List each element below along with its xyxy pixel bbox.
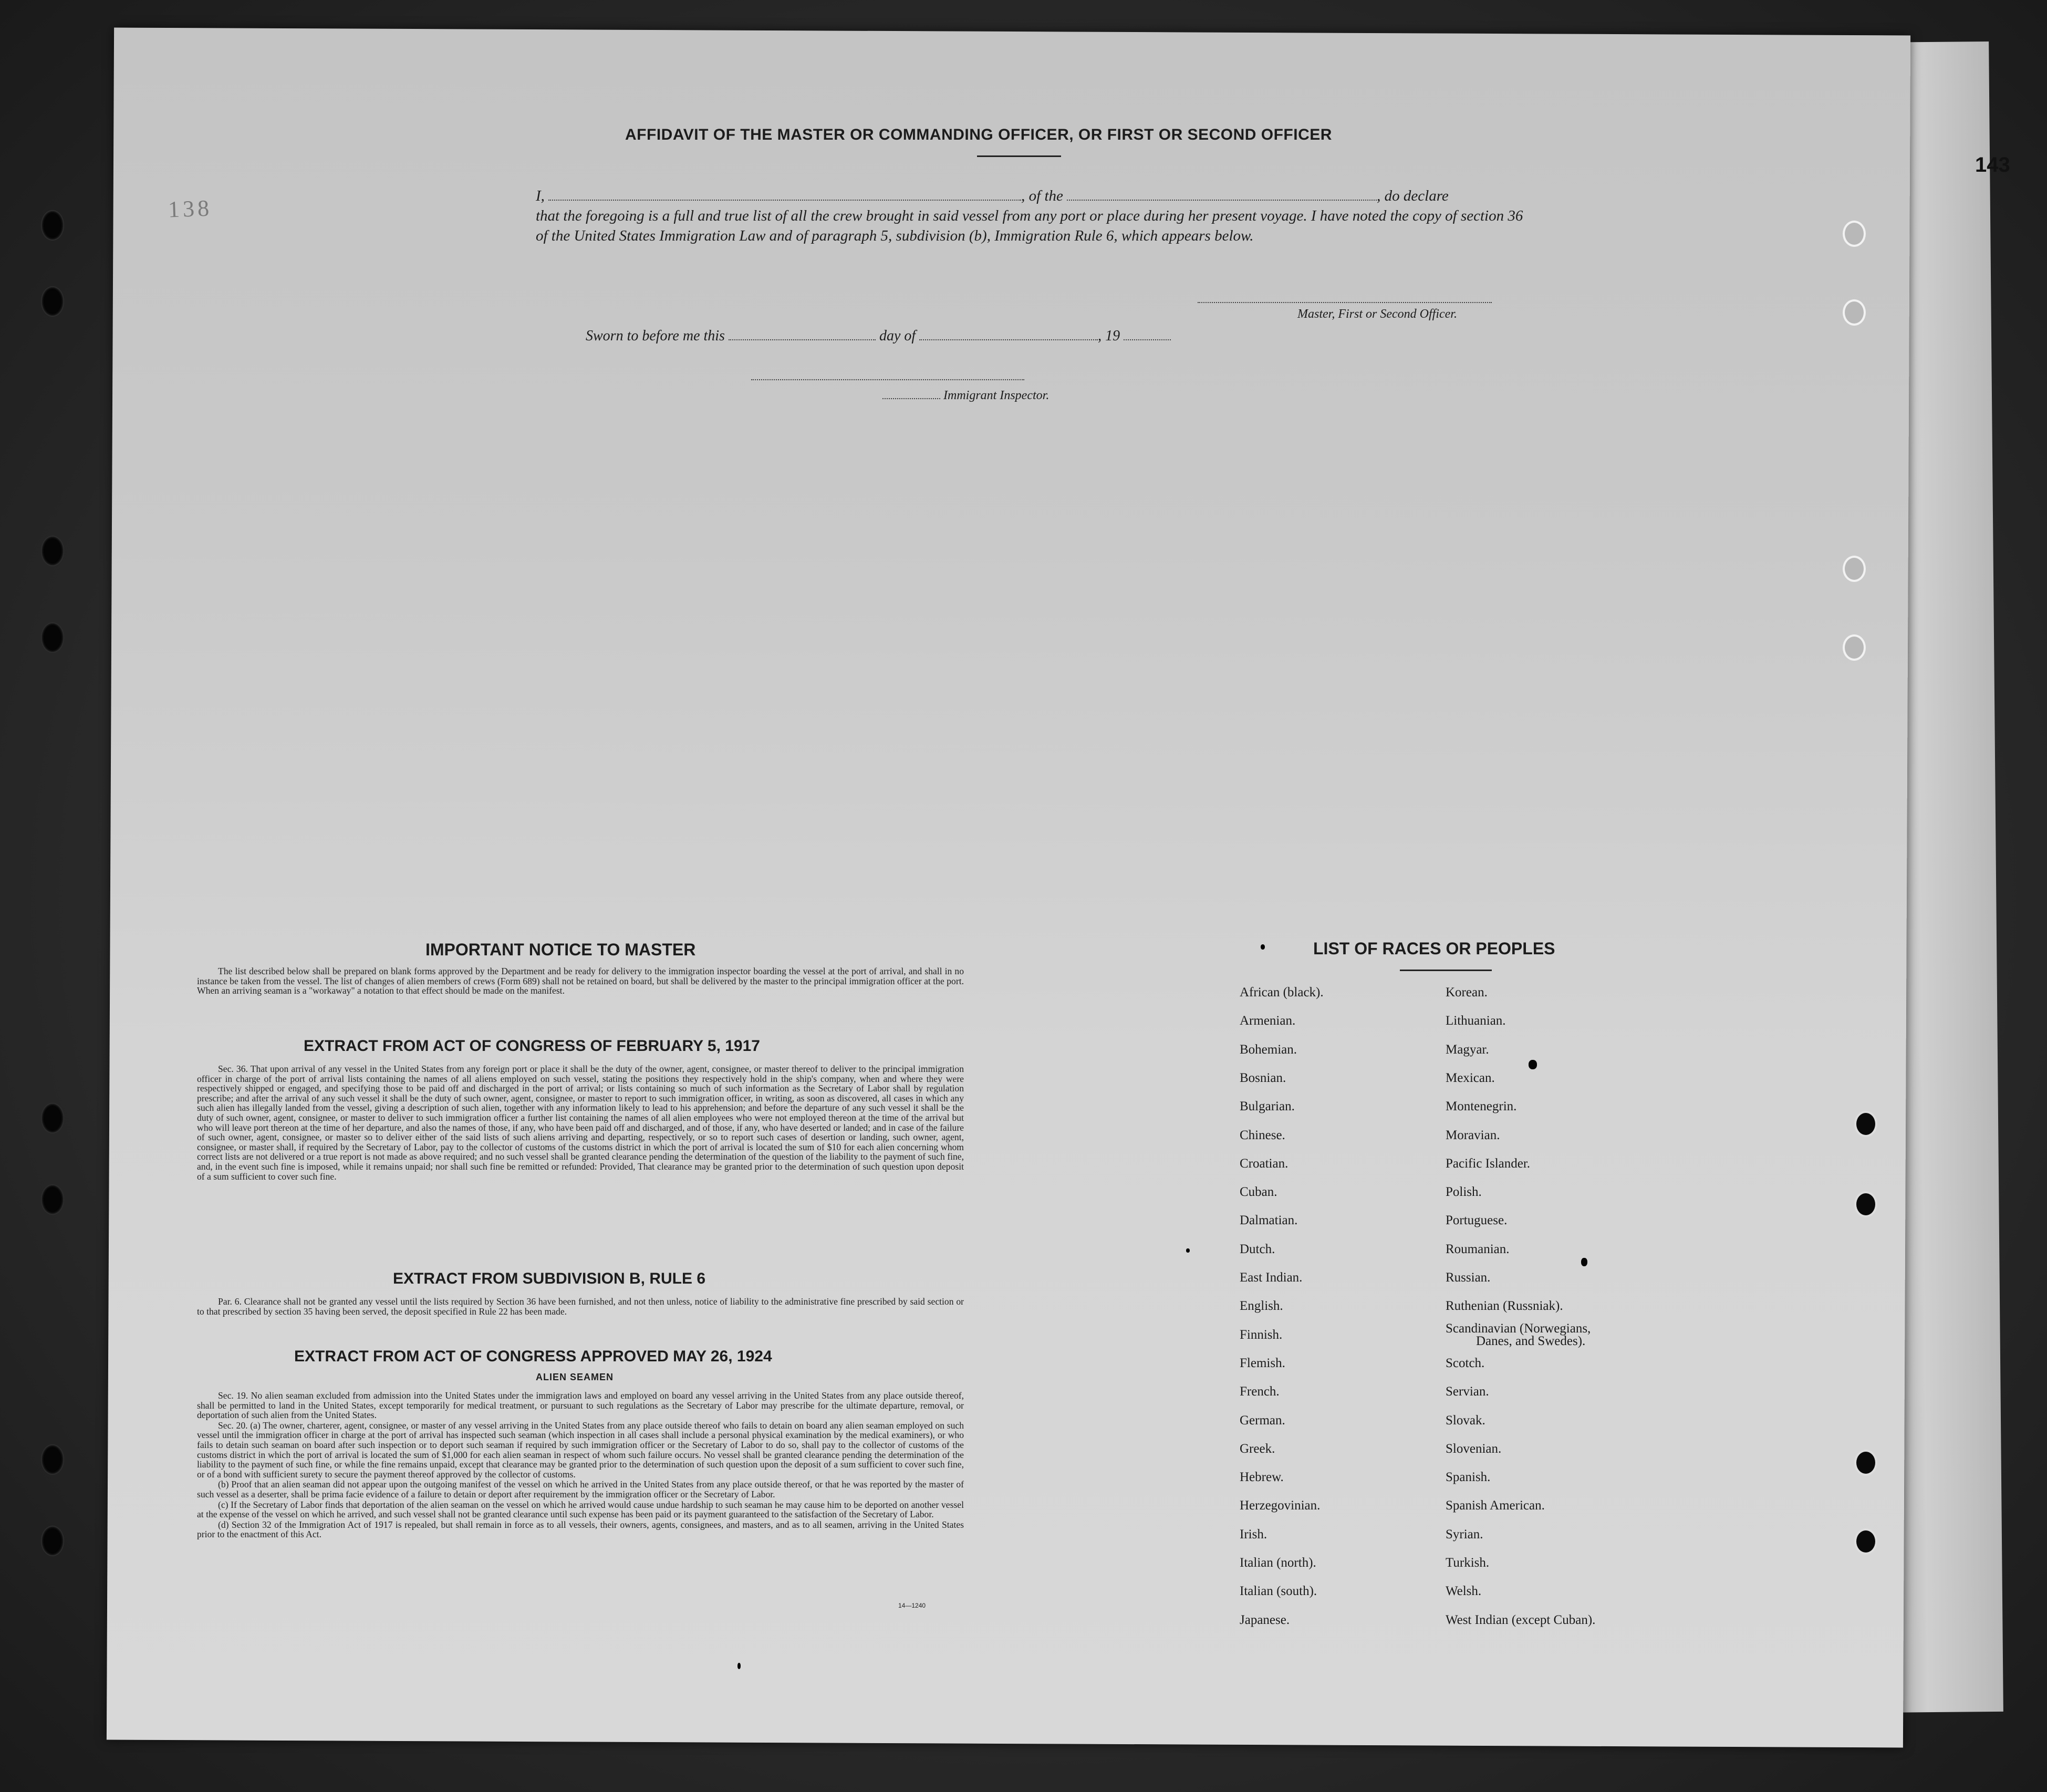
race-item: Hebrew.: [1240, 1470, 1284, 1485]
binder-hole: [41, 1444, 64, 1475]
race-item: Armenian.: [1240, 1014, 1296, 1028]
binder-hole: [41, 536, 64, 566]
race-item: Pacific Islander.: [1446, 1156, 1531, 1171]
race-item: Turkish.: [1446, 1556, 1490, 1570]
race-item: Scotch.: [1446, 1356, 1485, 1370]
race-item-continuation: Danes, and Swedes).: [1476, 1333, 1586, 1348]
race-item: Lithuanian.: [1446, 1014, 1506, 1028]
sec19-paragraph: Sec. 19. No alien seaman excluded from admission into the United States under the immigration laws and employed on board any vessel arriving in the United States from any place outside thereof, shall be permitted to land in the United States, except temporarily for medical treatment, or pursuant to such regulations as the Secretary of Labor may prescribe for the ultimate departure, removal, or deportation of such alien from the United States.: [197, 1390, 964, 1421]
race-item: Russian.: [1446, 1270, 1491, 1285]
race-item: English.: [1240, 1299, 1283, 1314]
year-field[interactable]: [1124, 337, 1171, 340]
race-item: Montenegrin.: [1446, 1099, 1517, 1114]
extract-rule6-paragraph: Par. 6. Clearance shall not be granted any vessel until the lists required by Section 36 have been furnished, and not then unless, notice of liability to the administrative fine prescribed by said section or to that prescribed by section 35 having been served, the deposit specified in Rule 22 has been made.: [197, 1296, 964, 1317]
declaration-block: [536, 186, 1523, 246]
race-item: Italian (south).: [1240, 1584, 1317, 1599]
ink-spot: [1186, 1248, 1190, 1253]
race-item: Bohemian.: [1240, 1042, 1297, 1057]
race-item: French.: [1240, 1384, 1280, 1399]
name-field[interactable]: [548, 197, 1021, 201]
race-item: Korean.: [1446, 985, 1488, 999]
affidavit-title: AFFIDAVIT OF THE MASTER OR COMMANDING OFFICER, OR FIRST OR SECOND OFFICER: [625, 126, 1332, 143]
ink-spot: [1529, 1060, 1537, 1069]
title-rule: [977, 155, 1061, 157]
sec20c-paragraph: (c) If the Secretary of Labor finds that deportation of the alien seaman on the vessel on which he arrived would cause undue hardship to such seaman he may cause him to be deported on another vessel at the expense of the vessel on which he arrived, and such vessel shall not be granted clearance until such expense has been paid or its payment guaranteed to the satisfaction of the Secretary of Labor.: [197, 1499, 964, 1520]
signature-line[interactable]: [1198, 302, 1492, 303]
race-item: Irish.: [1240, 1527, 1267, 1541]
race-item: Spanish American.: [1446, 1498, 1545, 1513]
declaration-first-line: [536, 186, 1523, 206]
race-item: Ruthenian (Russniak).: [1446, 1299, 1563, 1314]
race-item: Portuguese.: [1446, 1213, 1508, 1228]
race-item: Welsh.: [1446, 1584, 1482, 1599]
race-item: Flemish.: [1240, 1356, 1285, 1370]
declaration-do-declare: , do declare: [1377, 187, 1449, 204]
binder-hole: [41, 286, 64, 317]
extract-1917-title: EXTRACT FROM ACT OF CONGRESS OF FEBRUARY 5, 1917: [304, 1037, 760, 1055]
ink-spot: [1261, 944, 1265, 950]
year-prefix: , 19: [1098, 328, 1120, 344]
binder-hole: [1854, 1450, 1877, 1476]
race-item: Moravian.: [1446, 1128, 1500, 1142]
race-item: Slovak.: [1446, 1413, 1485, 1428]
binder-hole: [1854, 1191, 1877, 1217]
race-item: Servian.: [1446, 1384, 1489, 1399]
race-item: Croatian.: [1240, 1156, 1289, 1171]
margin-mark: 138: [168, 195, 213, 223]
race-item: Italian (north).: [1240, 1556, 1316, 1570]
binder-hole: [41, 210, 64, 241]
race-item: Greek.: [1240, 1441, 1275, 1456]
declaration-text: that the foregoing is a full and true list of all the crew brought in said vessel from any port or place during her present voyage. I have noted the copy of section 36 of the United States Immigration Law and of paragraph 5, subdivision (b), Immigration Rule 6, which appears below.: [536, 207, 1523, 244]
extract-rule6-text: [197, 1297, 964, 1317]
declaration-i: I,: [536, 187, 545, 204]
binder-hole: [1843, 634, 1866, 661]
binder-hole: [41, 1103, 64, 1133]
race-item: Cuban.: [1240, 1185, 1277, 1200]
binder-hole: [41, 1184, 64, 1215]
page-number: 143: [1975, 153, 2010, 176]
notice-title: IMPORTANT NOTICE TO MASTER: [425, 940, 696, 959]
race-item: Magyar.: [1446, 1042, 1489, 1057]
sec20a-paragraph: Sec. 20. (a) The owner, charterer, agent, consignee, or master of any vessel arriving in the United States from any place outside thereof who fails to detain on board any alien seaman employed on such vessel until the immigration officer in charge at the port of arrival has inspected such seaman (which inspection in all cases shall include a personal physical examination by the medical examiners), or who fails to detain such seaman on board after such inspection or to deport such seaman if required by such immigration officer or the Secretary of Labor to do so, shall pay to the collector of customs of the customs district in which the port of arrival is located the sum of $1,000 for each alien seaman in respect of whom such failure occurs. No vessel shall be granted clearance pending the determination of the liability to the payment of such fine, or while the fine remains unpaid, except that clearance may be granted prior to the determination of such question upon the deposit of a sum sufficient to cover such fine, or of a bond with sufficient surety to secure the payment thereof approved by the collector of customs.: [197, 1420, 964, 1480]
race-item: Dutch.: [1240, 1242, 1275, 1256]
extract-1924-subtitle: ALIEN SEAMEN: [536, 1372, 614, 1382]
ink-spot: [1581, 1258, 1587, 1266]
race-item: Bosnian.: [1240, 1070, 1286, 1085]
race-item: Bulgarian.: [1240, 1099, 1295, 1114]
extract-rule6-title: EXTRACT FROM SUBDIVISION B, RULE 6: [393, 1270, 706, 1287]
race-item: Polish.: [1446, 1185, 1482, 1200]
race-item: East Indian.: [1240, 1270, 1303, 1285]
sworn-line: [586, 328, 1171, 345]
race-item: German.: [1240, 1413, 1285, 1428]
binder-hole: [1843, 299, 1866, 326]
day-of-text: day of: [879, 328, 916, 344]
notice-text: [197, 966, 964, 996]
race-item: Syrian.: [1446, 1527, 1483, 1541]
inspector-label: [882, 389, 1049, 403]
race-item: Herzegovinian.: [1240, 1498, 1321, 1513]
signature-label: Master, First or Second Officer.: [1297, 307, 1457, 321]
inspector-signature-line[interactable]: [751, 379, 1024, 380]
sec20b-paragraph: (b) Proof that an alien seaman did not appear upon the outgoing manifest of the vessel on which he arrived in the United States from any place outside thereof, or that he was reported by the master of such vessel as a deserter, shall be prima facie evidence of a failure to detain or deport after requirement by the immigration officer or the Secretary of Labor.: [197, 1479, 964, 1499]
binder-hole: [41, 1526, 64, 1556]
binder-hole: [1843, 221, 1866, 247]
race-item: West Indian (except Cuban).: [1446, 1612, 1596, 1627]
races-title-rule: [1400, 970, 1492, 971]
race-item: African (black).: [1240, 985, 1324, 999]
sworn-text: Sworn to before me this: [586, 328, 725, 344]
ink-spot: [737, 1663, 741, 1669]
sec20d-paragraph: (d) Section 32 of the Immigration Act of 1917 is repealed, but shall remain in force as to all vessels, their owners, agents, consignees, and masters, and as to all seamen, arriving in the United States prior to the enactment of this Act.: [197, 1519, 964, 1540]
race-item: Dalmatian.: [1240, 1213, 1298, 1228]
race-item: Mexican.: [1446, 1070, 1495, 1085]
month-field[interactable]: [919, 337, 1098, 340]
extract-1917-paragraph: Sec. 36. That upon arrival of any vessel in the United States from any foreign port or place it shall be the duty of the owner, agent, consignee, or master thereof to deliver to the principal immigration officer in charge of the port of arrival lists containing the names of all aliens employed on such vessel, stating the positions they respectively hold in the ship's company, when and where they were respectively shipped or engaged, and specifying those to be paid off and discharged in the port of arrival; or lists containing so much of such information as the Secretary of Labor shall by regulation prescribe; and after the arrival of any such vessel it shall be the duty of such owner, agent, consignee, or master to report to such immigration officer, in writing, as soon as discovered, all cases in which any such alien has illegally landed from the vessel, giving a description of such alien, together with any information likely to lead to his apprehension; and before the departure of any such vessel it shall be the duty of such owner, agent, consignee, or master to deliver to such immigration officer a further list containing the names of all alien employees who were not employed thereon at the time of the arrival but who will leave port thereon at the time of her departure, and also the names of those, if any, who have been paid off and discharged, and of those, if any, who have deserted or landed; and in case of the failure of such owner, agent, consignee, or master so to deliver either of the said lists of such aliens arriving and departing, respectively, or so to report such cases of desertion or landing, such owner, agent, consignee, or master shall, if required by the Secretary of Labor, pay to the collector of customs of the customs district in which the port of arrival is located the sum of $10 for each alien concerning whom correct lists are not delivered or a true report is not made as above required; and no such vessel shall be granted clearance pending the determination of the question of the liability to the payment of such fine, and, in the event such fine is imposed, while it remains unpaid; nor shall such fine be remitted or refunded: Provided, That clearance may be granted prior to the determination of such question upon deposit of a sum sufficient to cover such fine.: [197, 1064, 964, 1182]
inspector-dash: [882, 396, 940, 399]
binder-hole: [1854, 1111, 1877, 1137]
race-item: Roumanian.: [1446, 1242, 1510, 1256]
race-item: Chinese.: [1240, 1128, 1285, 1142]
form-number: 14—1240: [898, 1602, 926, 1609]
binder-hole: [1854, 1528, 1877, 1555]
race-item: Japanese.: [1240, 1612, 1290, 1627]
binder-hole: [41, 622, 64, 653]
extract-1924-title: EXTRACT FROM ACT OF CONGRESS APPROVED MAY 26, 1924: [294, 1348, 772, 1365]
declaration-of-the: , of the: [1021, 187, 1063, 204]
notice-paragraph: The list described below shall be prepared on blank forms approved by the Department and be ready for delivery to the immigration inspector boarding the vessel at the port of arrival, and shall in no instance be taken from the vessel. The list of changes of alien members of crews (Form 689) shall not be retained on board, but shall be delivered by the master to the principal immigration officer at the port. When an arriving seaman is a "workaway" a notation to that effect should be made on the manifest.: [197, 966, 964, 996]
extract-1917-text: [197, 1064, 964, 1182]
race-item: Finnish.: [1240, 1327, 1283, 1342]
vessel-field[interactable]: [1067, 197, 1377, 201]
day-field[interactable]: [729, 337, 876, 340]
races-title: LIST OF RACES OR PEOPLES: [1313, 939, 1555, 958]
extract-1924-text: [197, 1391, 964, 1540]
race-item: Slovenian.: [1446, 1441, 1502, 1456]
race-item: Spanish.: [1446, 1470, 1491, 1485]
binder-hole: [1843, 556, 1866, 582]
inspector-label-text: Immigrant Inspector.: [943, 389, 1050, 402]
race-item: Scandinavian (Norwegians,: [1446, 1321, 1591, 1336]
